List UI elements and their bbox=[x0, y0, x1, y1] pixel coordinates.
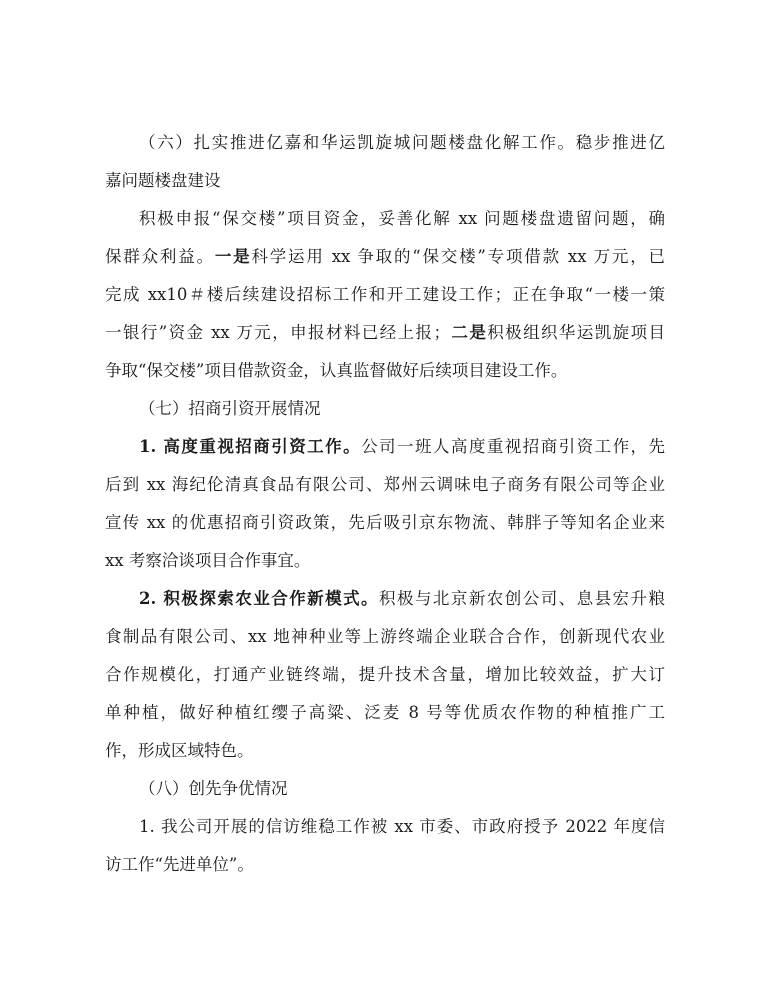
section7-item1-line1 bbox=[105, 436, 665, 458]
section6-paragraph-line4-start: 一银行”资金 xx 万元，申报材料已经上报； bbox=[105, 323, 450, 342]
section6-paragraph-line2-rest: 科学运用 xx 争取的“保交楼”专项借款 xx 万元，已 bbox=[251, 247, 665, 266]
section6-paragraph-line3: 完成 xx10＃楼后续建设招标工作和开工建设工作；正在争取“一楼一策 bbox=[105, 285, 665, 304]
section7-item1-line4: xx 考察洽谈项目合作事宜。 bbox=[105, 551, 311, 570]
section7-item2-title: 2. 积极探索农业合作新模式。 bbox=[139, 589, 380, 608]
section6-paragraph-line2-start: 保群众利益。 bbox=[105, 247, 215, 266]
section6-paragraph-line4 bbox=[105, 322, 665, 344]
section6-paragraph-line2 bbox=[105, 246, 665, 268]
section6-paragraph-line4-rest: 积极组织华运凯旋项目 bbox=[487, 323, 665, 342]
section7-item1-line3: 宣传 xx 的优惠招商引资政策，先后吸引京东物流、韩胖子等知名企业来 bbox=[105, 513, 665, 532]
section6-paragraph-line1: 积极申报“保交楼”项目资金，妥善化解 xx 问题楼盘遗留问题，确 bbox=[139, 209, 665, 228]
emphasis-first-point: 一是 bbox=[214, 247, 252, 266]
section7-item1-line2: 后到 xx 海纪伦清真食品有限公司、郑州云调味电子商务有限公司等企业 bbox=[105, 475, 665, 494]
section6-heading-line2: 嘉问题楼盘建设 bbox=[105, 171, 221, 190]
section7-heading: （七）招商引资开展情况 bbox=[139, 399, 321, 418]
section7-item1-title: 1. 高度重视招商引资工作。 bbox=[139, 437, 362, 456]
section7-item2-line3: 合作规模化，打通产业链终端，提升技术含量，增加比较效益，扩大订 bbox=[105, 665, 665, 684]
section6-heading-line1: （六）扎实推进亿嘉和华运凯旋城问题楼盘化解工作。稳步推进亿 bbox=[139, 133, 665, 152]
section7-item2-line4: 单种植，做好种植红缨子高粱、泛麦 8 号等优质农作物的种植推广工 bbox=[105, 703, 665, 722]
section7-item2-line5: 作，形成区域特色。 bbox=[105, 741, 254, 760]
section8-item1-line2: 访工作“先进单位”。 bbox=[105, 855, 254, 874]
emphasis-second-point: 二是 bbox=[449, 323, 488, 342]
section7-item2-line2: 食制品有限公司、xx 地神种业等上游终端企业联合合作，创新现代农业 bbox=[105, 627, 665, 646]
section7-item1-line1-rest: 公司一班人高度重视招商引资工作，先 bbox=[361, 437, 665, 456]
section6-paragraph-line5: 争取“保交楼”项目借款资金，认真监督做好后续项目建设工作。 bbox=[105, 361, 568, 380]
section8-heading: （八）创先争优情况 bbox=[139, 779, 288, 798]
section7-item2-line1 bbox=[105, 588, 665, 610]
section8-item1-line1: 1. 我公司开展的信访维稳工作被 xx 市委、市政府授予 2022 年度信 bbox=[139, 817, 665, 836]
section7-item2-line1-rest: 积极与北京新农创公司、息县宏升粮 bbox=[379, 589, 665, 608]
